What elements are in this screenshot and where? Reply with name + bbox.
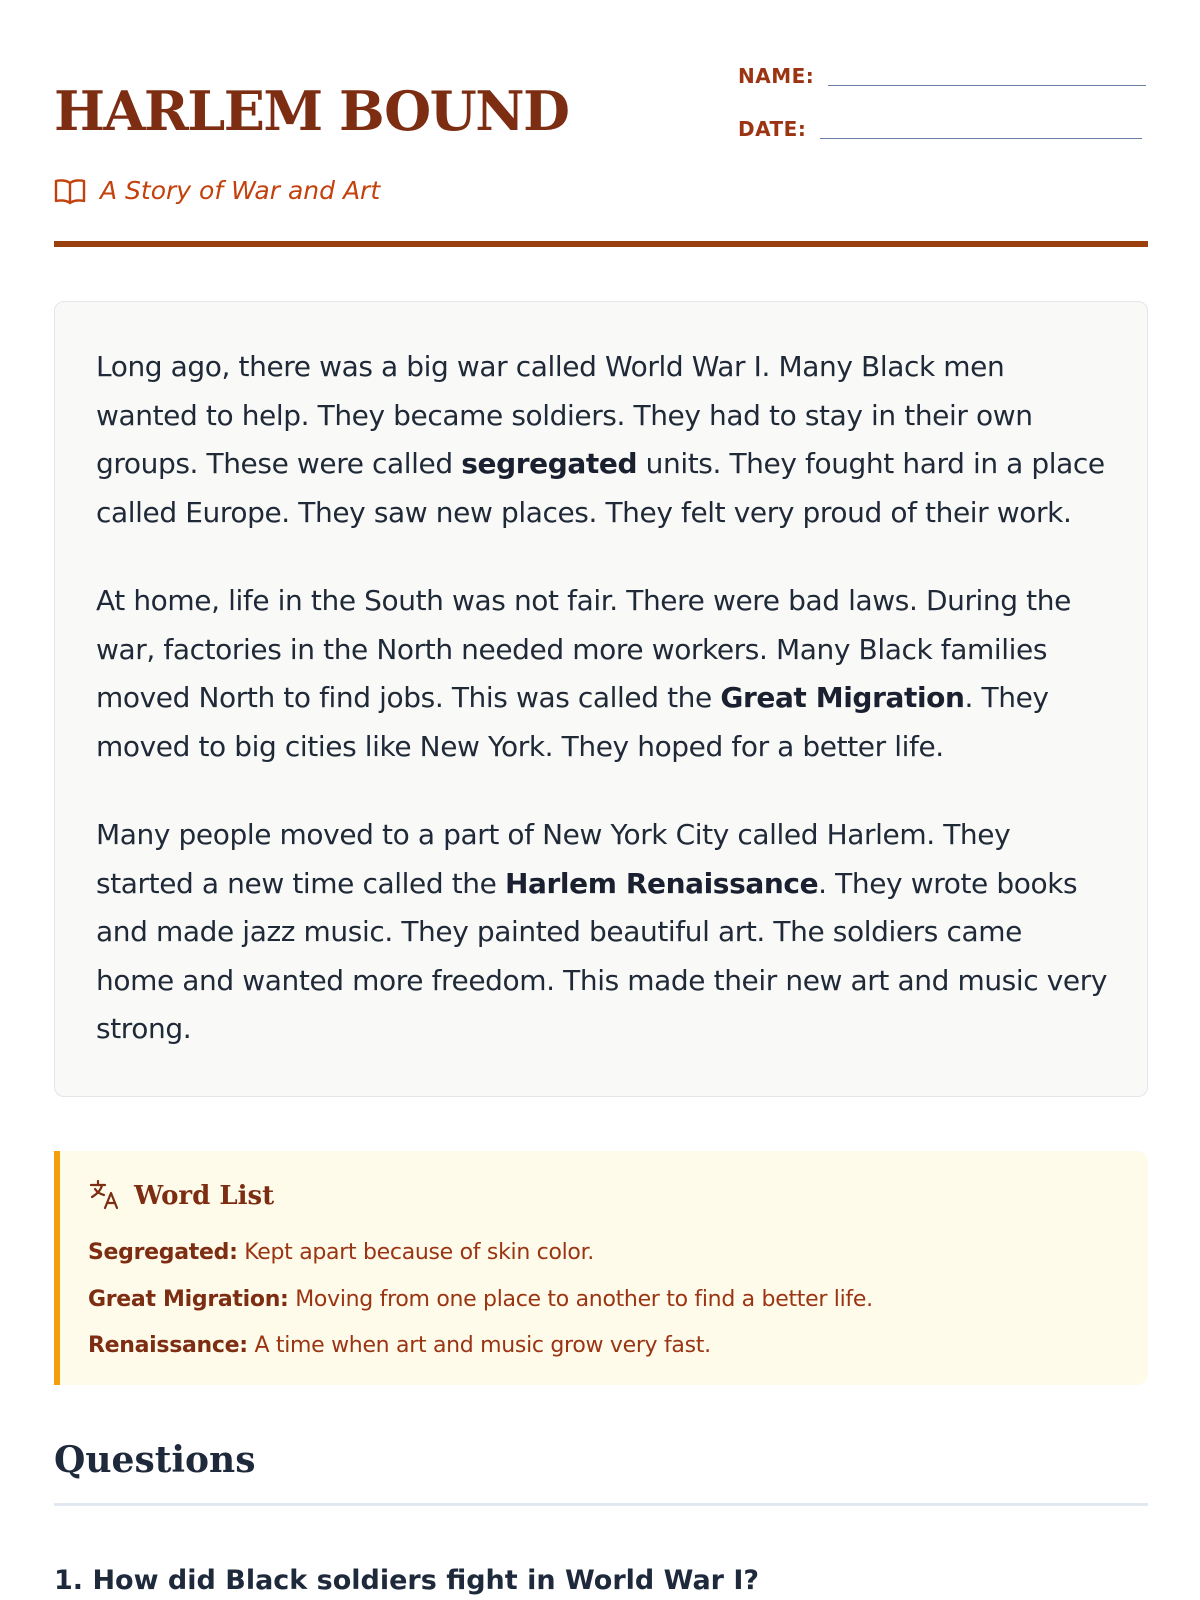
story-passage [54,301,1148,1097]
paragraph-text: Many people moved to a part of New York City called Harlem. They started a new time called the [96,818,1011,900]
story-paragraph [96,343,1107,537]
vocab-term: segregated [461,447,638,480]
story-paragraph [96,811,1107,1054]
questions-divider [54,1503,1148,1506]
paragraph-text: . They wrote books and made jazz music. They painted beautiful art. The soldiers came home and wanted more freedom. This made their new art and music very strong. [96,866,1108,1045]
word-list-item [88,1323,1118,1370]
word-definition: A time when art and music grow very fast. [247,1333,711,1358]
paragraph-text: Long ago, there was a big war called World War I. Many Black men wanted to help. They became soldiers. They had to stay in their own groups. These were called [96,350,1033,480]
word-definition: Moving from one place to another to find a better life. [288,1286,873,1312]
paragraph-text: . They moved to big cities like New York. They hoped for a better life. [96,681,1049,763]
vocab-term: Great Migration [720,681,965,714]
word-list-title: Word List [134,1181,275,1211]
paragraph-text: At home, life in the South was not fair. There were bad laws. During the war, factories in the North needed more workers. Many Black families moved North to find jobs. This was called the [96,584,1071,714]
questions-heading: Questions [54,1439,256,1481]
question-1: 1. How did Black soldiers fight in World War I? [54,1565,760,1596]
word-definition: Kept apart because of skin color. [237,1240,595,1265]
word-term: Segregated: [88,1240,238,1265]
story-paragraph [96,577,1107,771]
word-list-header [88,1178,1118,1214]
word-term: Renaissance: [88,1333,248,1358]
word-term: Great Migration: [88,1286,289,1312]
name-blank-line[interactable] [828,62,1146,86]
open-book-icon [54,177,86,205]
paragraph-text: units. They fought hard in a place called Europe. They saw new places. They felt very proud of their work. [96,447,1105,529]
word-list-item [88,1277,1118,1324]
subtitle [54,176,380,205]
name-field [738,62,1146,86]
word-list-box [54,1151,1148,1385]
translate-icon [88,1178,122,1214]
header-divider [54,241,1148,247]
page-title: HARLEM BOUND [54,79,569,143]
date-label: DATE: [738,117,807,141]
word-list-item [88,1230,1118,1277]
name-label: NAME: [738,64,815,88]
worksheet-header [54,0,1148,250]
subtitle-text: A Story of War and Art [100,176,381,205]
date-blank-line[interactable] [820,115,1142,139]
date-field [738,115,1142,139]
vocab-term: Harlem Renaissance [504,866,819,900]
